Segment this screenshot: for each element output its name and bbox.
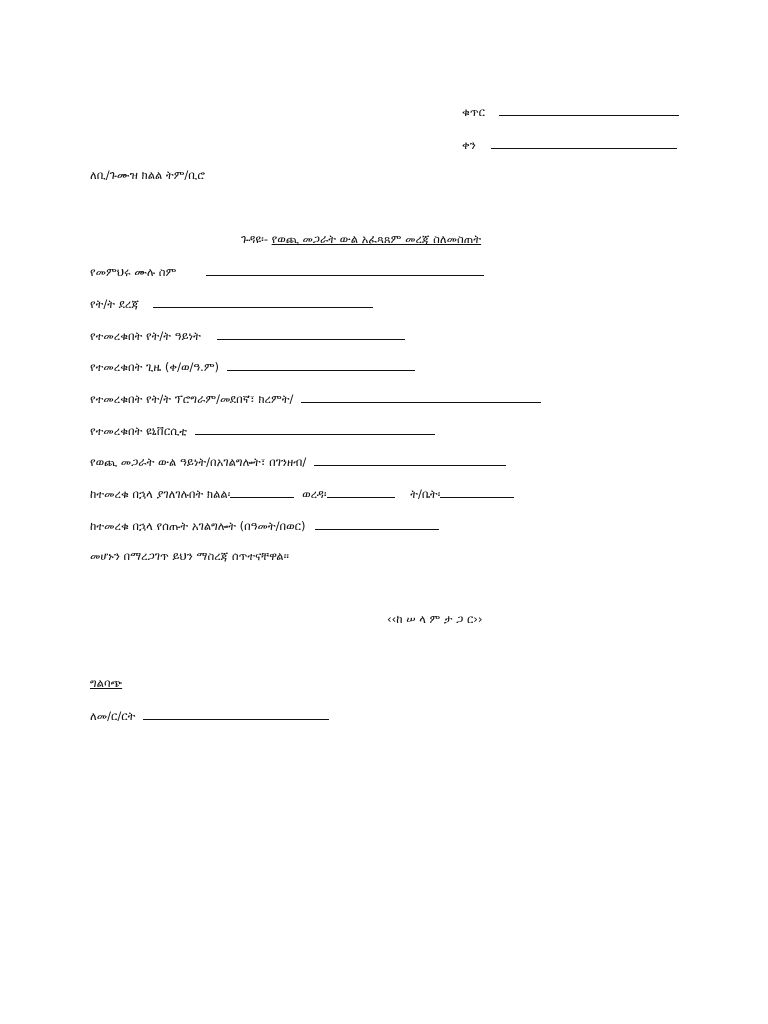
field-graduated-edu-type — [90, 328, 405, 343]
closing-statement: መሆኑን በማረጋገጥ ይህን ማስረጃ ሰጥተናቸዋል፡፡ — [90, 549, 289, 563]
school-label: ት/ቤት፡ — [410, 487, 441, 501]
field-label: የወጪ መጋራት ውል ዓይነት/በአገልግሎት፣ በገንዘብ/ — [90, 455, 307, 469]
field-blank — [206, 264, 484, 276]
field-graduated-program — [90, 391, 541, 406]
date-label: ቀን — [462, 138, 476, 152]
field-blank — [153, 296, 373, 308]
reference-number-blank — [499, 104, 679, 116]
field-service-duration — [90, 518, 439, 533]
field-education-level — [90, 296, 373, 311]
date-row — [462, 137, 677, 152]
cc-item-label: ለመ/ር/ርት — [90, 709, 136, 723]
date-blank — [491, 137, 677, 149]
greeting: ‹‹ከ ሠ ላ ም ታ ጋ ር›› — [387, 612, 483, 626]
subject-prefix: ጉዳዩ፡- — [241, 232, 269, 246]
field-graduated-university — [90, 423, 435, 438]
region-blank — [230, 486, 294, 498]
field-label: የት/ት ደረጃ — [90, 297, 139, 311]
field-label: የመምህሩ ሙሉ ስም — [90, 265, 177, 279]
woreda-label: ወረዳ፡ — [302, 487, 327, 501]
field-blank — [227, 359, 415, 371]
field-label: ከተመረቁ በኋላ የሰጡት አገልግሎት (በዓመት/በወር) — [90, 519, 306, 533]
field-served-after — [90, 486, 514, 501]
reference-number-label: ቁጥር — [462, 105, 485, 119]
field-label: የተመረቁበት ጊዜ (ቀ/ወ/ዓ.ም) — [90, 360, 220, 374]
subject-text: የወጪ መጋራት ውል አፈጻጸም መረጃ ስለመስጠት — [271, 232, 482, 246]
reference-number-row — [462, 104, 679, 119]
subject-line — [241, 232, 481, 246]
field-label: የተመረቁበት ዩኒቨርሲቲ — [90, 424, 188, 438]
field-label: የተመረቁበት የት/ት ፕሮግራም/መደበኛ፣ ክረምት/ — [90, 392, 294, 406]
field-blank — [195, 423, 435, 435]
field-teacher-full-name — [90, 264, 484, 279]
cc-title: ግልባጭ — [90, 676, 123, 690]
school-blank — [440, 486, 514, 498]
field-blank — [301, 391, 541, 403]
woreda-blank — [327, 486, 395, 498]
field-blank — [217, 328, 405, 340]
field-blank — [315, 518, 439, 530]
cc-item-blank — [143, 708, 329, 720]
cc-item — [90, 708, 329, 723]
field-cost-sharing-type — [90, 454, 506, 469]
field-graduation-time — [90, 359, 415, 374]
recipient: ለቢ/ጉሙዝ ክልል ትም/ቢሮ — [90, 168, 205, 182]
field-label: ከተመረቁ በኋላ ያገለገሉበት ክልል፡ — [90, 487, 231, 501]
field-blank — [314, 454, 506, 466]
field-label: የተመረቁበት የት/ት ዓይነት — [90, 329, 201, 343]
